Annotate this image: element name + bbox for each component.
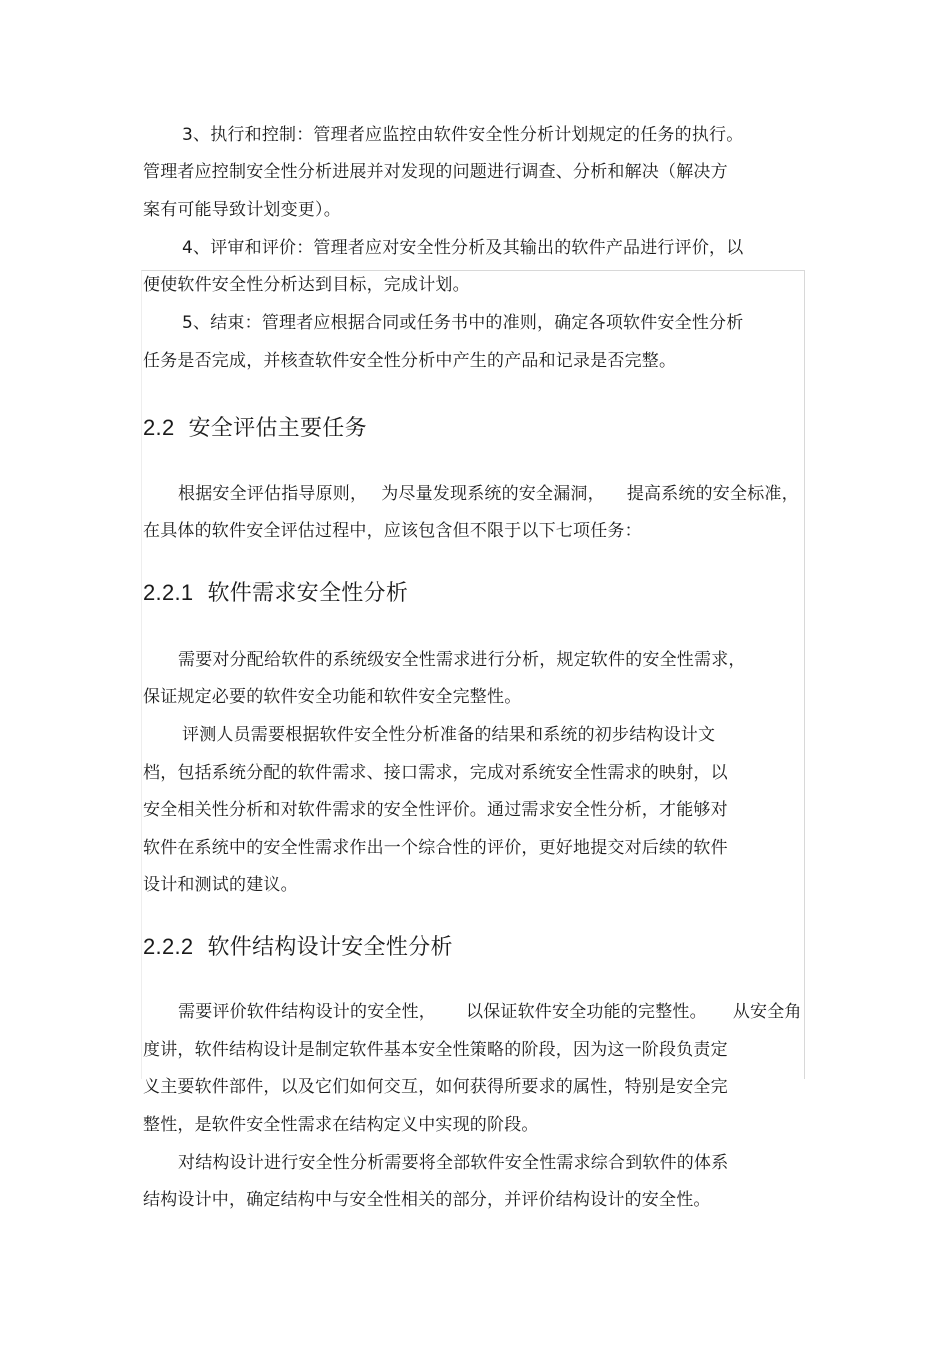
paragraph-line: 在具体的软件安全评估过程中，应该包含但不限于以下七项任务： [143,521,642,541]
paragraph-line: 软件在系统中的安全性需求作出一个综合性的评价，更好地提交对后续的软件 [143,838,728,858]
section-heading [143,579,408,608]
paragraph-line: 管理者应控制安全性分析进展并对发现的问题进行调查、分析和解决（解决方 [143,162,728,182]
text-segment: 根据安全评估指导原则， [178,484,368,504]
section-heading [143,414,367,443]
section-heading [143,933,453,962]
paragraph-line: 评测人员需要根据软件安全性分析准备的结果和系统的初步结构设计文 [182,725,716,745]
text-segment: 为尽量发现系统的安全漏洞， [381,484,605,504]
paragraph-line: 义主要软件部件，以及它们如何交互，如何获得所要求的属性，特别是安全完 [143,1077,728,1097]
section-number: 2.2.1 [143,580,194,605]
paragraph-line: 整性，是软件安全性需求在结构定义中实现的阶段。 [143,1115,539,1135]
paragraph-line: 5、结束：管理者应根据合同或任务书中的准则，确定各项软件安全性分析 [182,313,744,333]
paragraph-line: 便使软件安全性分析达到目标，完成计划。 [143,275,470,295]
text-segment: 需要评价软件结构设计的安全性， [178,1002,436,1022]
paragraph-line: 需要对分配给软件的系统级安全性需求进行分析，规定软件的安全性需求， [178,650,746,670]
paragraph-line: 3、执行和控制：管理者应监控由软件安全性分析计划规定的任务的执行。 [182,125,744,145]
section-number: 2.2 [143,415,175,440]
section-title: 安全评估主要任务 [188,416,367,441]
paragraph-line: 保证规定必要的软件安全功能和软件安全完整性。 [143,687,522,707]
text-segment: 提高系统的安全标准， [626,484,799,504]
paragraph-line: 4、评审和评价：管理者应对安全性分析及其输出的软件产品进行评价，以 [182,238,744,258]
paragraph-line: 案有可能导致计划变更）。 [143,200,341,220]
paragraph-line [178,1001,802,1023]
paragraph-line: 度讲，软件结构设计是制定软件基本安全性策略的阶段，因为这一阶段负责定 [143,1040,728,1060]
text-segment: 以保证软件安全功能的完整性。 [466,1002,707,1022]
paragraph-line: 安全相关性分析和对软件需求的安全性评价。通过需求安全性分析，才能够对 [143,800,728,820]
paragraph-line: 任务是否完成，并核查软件安全性分析中产生的产品和记录是否完整。 [143,351,677,371]
paragraph-line: 档，包括系统分配的软件需求、接口需求，完成对系统安全性需求的映射，以 [143,763,728,783]
paragraph-line: 结构设计中，确定结构中与安全性相关的部分，并评价结构设计的安全性。 [143,1190,711,1210]
paragraph-line: 对结构设计进行安全性分析需要将全部软件安全性需求综合到软件的体系 [178,1153,729,1173]
text-segment: 从安全角 [732,1002,802,1022]
paragraph-line [178,483,799,505]
section-title: 软件需求安全性分析 [207,581,409,606]
paragraph-line: 设计和测试的建议。 [143,875,298,895]
section-number: 2.2.2 [143,934,194,959]
section-title: 软件结构设计安全性分析 [207,935,453,960]
